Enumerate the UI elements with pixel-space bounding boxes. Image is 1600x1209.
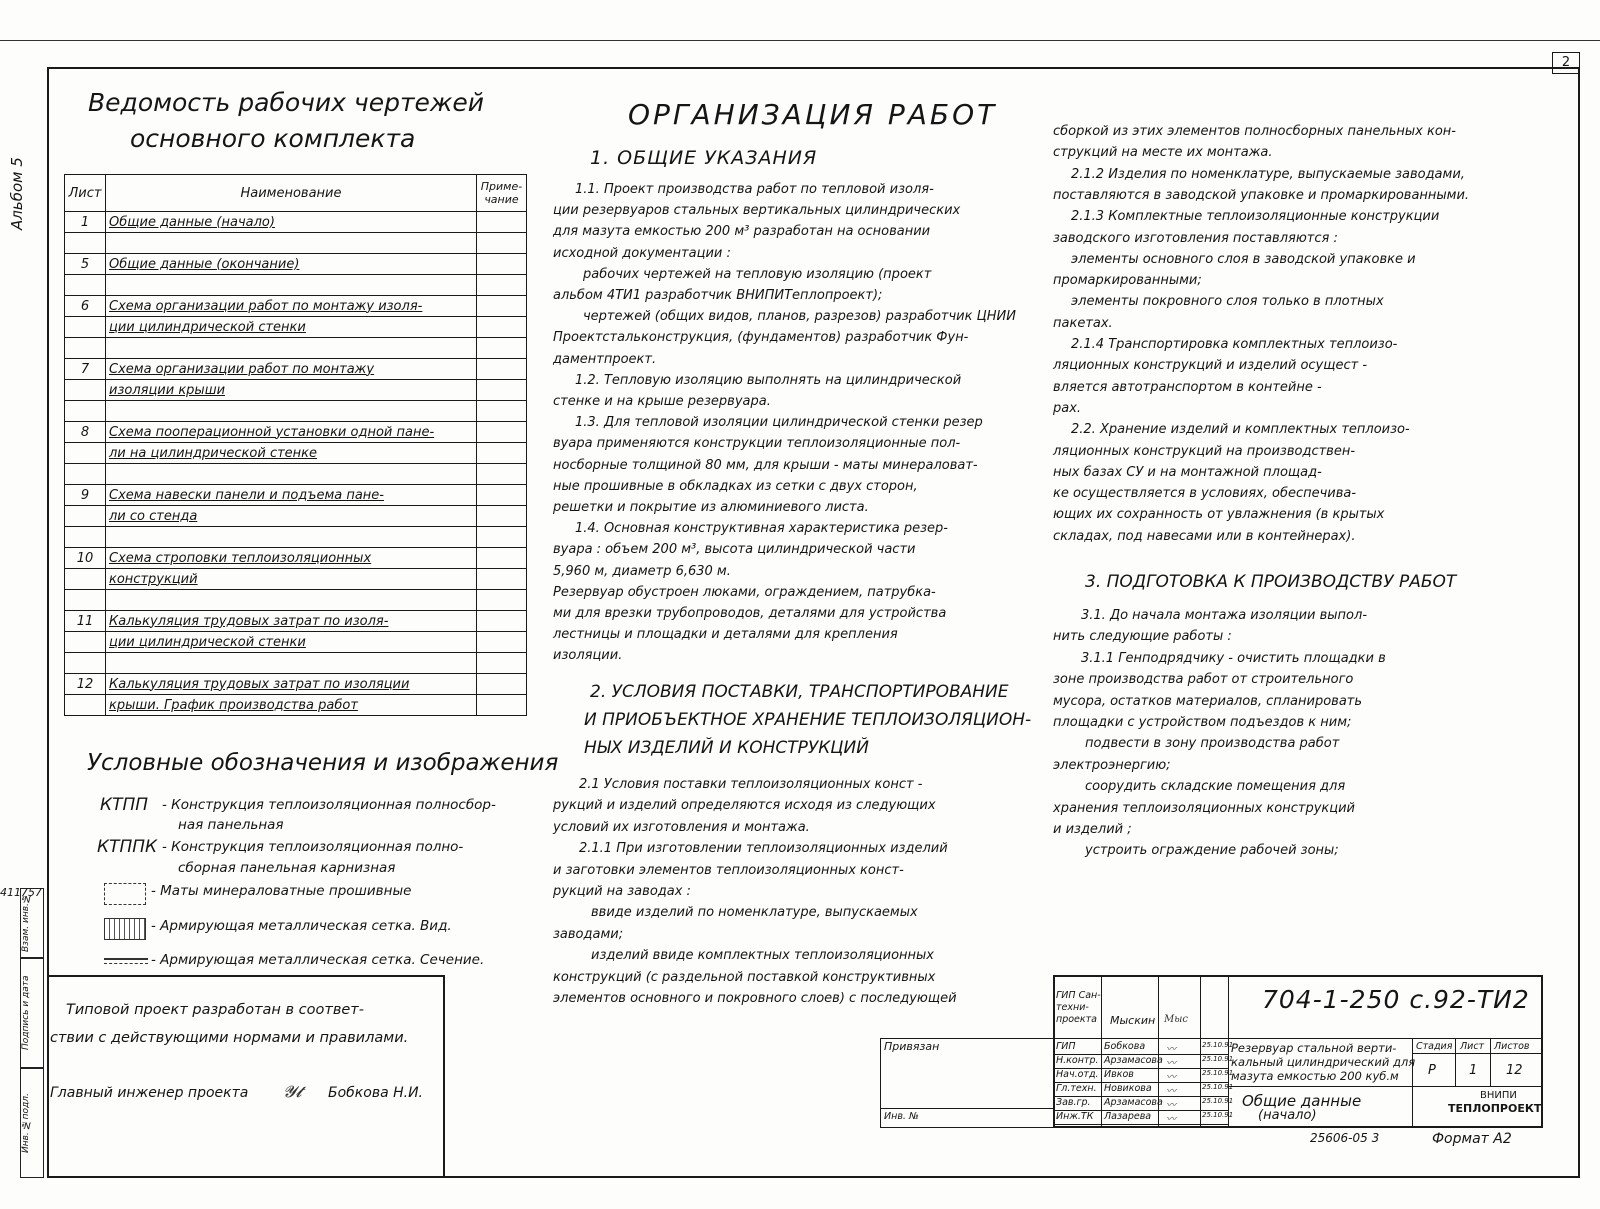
spacer-cell bbox=[65, 653, 106, 674]
sheet-name bbox=[106, 422, 477, 443]
col-sheets-tb: Листов bbox=[1494, 1041, 1530, 1052]
text-line: рукций и изделий определяются исходя из следующих bbox=[553, 798, 936, 814]
sheet-note bbox=[477, 611, 527, 632]
legend-key-ktpp: КТПП bbox=[100, 795, 149, 815]
role-name: Арзамасова bbox=[1104, 1055, 1163, 1066]
object-3: мазута емкостью 200 куб.м bbox=[1231, 1069, 1399, 1083]
legend-text-mesh-view: - Армирующая металлическая сетка. Вид. bbox=[151, 918, 452, 934]
sheet-name-text: крыши. График производства работ bbox=[109, 697, 358, 713]
sheet-note bbox=[477, 632, 527, 653]
sheet-name bbox=[106, 485, 477, 506]
sheet-num bbox=[65, 380, 106, 401]
spacer-cell bbox=[106, 275, 477, 296]
spacer-cell bbox=[65, 233, 106, 254]
spacer-cell bbox=[477, 401, 527, 422]
text-line: рукций на заводах : bbox=[553, 884, 691, 899]
section-3-title: 3. ПОДГОТОВКА К ПРОИЗВОДСТВУ РАБОТ bbox=[1085, 572, 1457, 592]
text-line: струкций на месте их монтажа. bbox=[1053, 145, 1273, 161]
sheet-name-text: конструкций bbox=[109, 571, 198, 587]
legend-text-mats: - Маты минераловатные прошивные bbox=[151, 883, 412, 899]
sheet-num: 12 bbox=[65, 674, 106, 695]
text-line: устроить ограждение рабочей зоны; bbox=[1085, 843, 1339, 859]
tb-v3 bbox=[1200, 975, 1201, 1128]
tb-h-stage bbox=[1412, 1053, 1543, 1054]
text-line: для мазута емкостью 200 м³ разработан на основании bbox=[553, 224, 931, 240]
table-row-spacer bbox=[65, 527, 527, 548]
signature-icon: 〰 bbox=[1166, 1072, 1176, 1083]
text-line: стенке и на крыше резервуара. bbox=[553, 394, 771, 409]
spacer-cell bbox=[477, 464, 527, 485]
text-line: ми для врезки трубопроводов, деталями для устройства bbox=[553, 606, 947, 621]
sheet-note bbox=[477, 296, 527, 317]
inv-label: Инв. № bbox=[884, 1111, 919, 1122]
text-line: вляется автотранспортом в контейне - bbox=[1053, 379, 1322, 395]
table-row bbox=[65, 212, 527, 233]
text-line: площадки с устройством подъездов к ним; bbox=[1053, 715, 1352, 730]
sheet-list-title-1: Ведомость рабочих чертежей bbox=[88, 88, 485, 117]
section-2-title-3: НЫХ ИЗДЕЛИЙ И КОНСТРУКЦИЙ bbox=[584, 738, 869, 758]
legend-text-ktpp: - Конструкция теплоизоляционная полносбор- bbox=[162, 797, 496, 813]
document-code: 704-1-250 с.92-ТИ2 bbox=[1262, 985, 1530, 1014]
table-row bbox=[65, 317, 527, 338]
spacer-cell bbox=[106, 527, 477, 548]
text-line: складах, под навесами или в контейнерах). bbox=[1053, 528, 1356, 544]
table-row bbox=[65, 611, 527, 632]
table-row bbox=[65, 632, 527, 653]
text-line: элементы покровного слоя только в плотных bbox=[1071, 294, 1384, 310]
sheet-num bbox=[65, 569, 106, 590]
sheet-name bbox=[106, 296, 477, 317]
role-date: 25.10.91 bbox=[1202, 1069, 1234, 1077]
text-line: нить следующие работы : bbox=[1053, 629, 1232, 645]
text-line: ющих их сохранность от увлажнения (в крытых bbox=[1053, 507, 1385, 523]
text-line: 1.4. Основная конструктивная характеристика резер- bbox=[575, 521, 949, 537]
sheet-num bbox=[65, 443, 106, 464]
text-line: заводского изготовления поставляются : bbox=[1053, 230, 1338, 246]
text-line: ввиде изделий по номенклатуре, выпускаемых bbox=[591, 905, 918, 921]
sheet-name-text: Схема строповки теплоизоляционных bbox=[109, 550, 372, 566]
text-line: 3.1. До начала монтажа изоляции выпол- bbox=[1081, 608, 1368, 623]
sheet-name bbox=[106, 212, 477, 233]
sheet-note bbox=[477, 695, 527, 716]
table-row-spacer bbox=[65, 590, 527, 611]
spacer-cell bbox=[477, 590, 527, 611]
section-2-title-1: 2. УСЛОВИЯ ПОСТАВКИ, ТРАНСПОРТИРОВАНИЕ bbox=[590, 682, 1009, 702]
text-line: ные прошивные в обкладках из сетки с двух сторон, bbox=[553, 478, 918, 494]
spacer-cell bbox=[65, 527, 106, 548]
spacer-cell bbox=[106, 653, 477, 674]
sheet-name bbox=[106, 569, 477, 590]
table-row bbox=[65, 296, 527, 317]
sheet-num bbox=[65, 632, 106, 653]
text-line: изделий ввиде комплектных теплоизоляционных bbox=[591, 948, 934, 964]
signature-icon: 〰 bbox=[1166, 1058, 1176, 1069]
legend-key-ktppk: КТППК bbox=[97, 837, 158, 857]
spacer-cell bbox=[106, 464, 477, 485]
role-date: 25.10.91 bbox=[1202, 1083, 1234, 1091]
binding-line bbox=[880, 1108, 1055, 1109]
tb-v1 bbox=[1101, 975, 1102, 1128]
object-2: кальный цилиндрический для bbox=[1231, 1055, 1416, 1069]
sheet-note bbox=[477, 317, 527, 338]
sheet-name-text: Схема организации работ по монтажу изоля- bbox=[109, 298, 423, 314]
text-line: чертежей (общих видов, планов, разрезов) разработчик ЦНИИ bbox=[583, 309, 1016, 325]
gip-san-1: ГИП Сан- bbox=[1056, 990, 1101, 1001]
spacer-cell bbox=[65, 590, 106, 611]
left-approval-strip bbox=[10, 888, 45, 1178]
text-line: изоляции. bbox=[553, 648, 623, 664]
legend-title: Условные обозначения и изображения bbox=[87, 750, 559, 776]
text-line: мусора, остатков материалов, спланировать bbox=[1053, 693, 1363, 709]
signature-icon: 〰 bbox=[1166, 1114, 1176, 1125]
sheet-name-text: Схема организации работ по монтажу bbox=[109, 361, 375, 377]
album-label: Альбом 5 bbox=[8, 157, 26, 230]
spacer-cell bbox=[477, 338, 527, 359]
text-line: пакетах. bbox=[1053, 315, 1113, 331]
text-line: и изделий ; bbox=[1053, 822, 1132, 837]
text-line: 1.1. Проект производства работ по тепловой изоля- bbox=[575, 182, 934, 197]
table-row-spacer bbox=[65, 653, 527, 674]
role-name: Лазарева bbox=[1104, 1111, 1152, 1122]
sheet-note bbox=[477, 212, 527, 233]
binding-label: Привязан bbox=[884, 1040, 940, 1053]
role-label: Инж.ТК bbox=[1056, 1111, 1094, 1122]
spacer-cell bbox=[65, 338, 106, 359]
sheet-name-text: ли со стенда bbox=[109, 508, 198, 524]
mesh-section-icon bbox=[104, 958, 148, 964]
text-line: ке осуществляется в условиях, обеспечива- bbox=[1053, 486, 1357, 502]
sheet-num: 5 bbox=[65, 254, 106, 275]
object-1: Резервуар стальной верти- bbox=[1231, 1041, 1397, 1055]
spacer-cell bbox=[106, 338, 477, 359]
spacer-cell bbox=[477, 653, 527, 674]
text-line: ляционных конструкций на производствен- bbox=[1053, 443, 1356, 459]
strip-cell-signature: Подпись и дата bbox=[20, 958, 44, 1068]
text-line: исходной документации : bbox=[553, 245, 731, 261]
sheet-table-body bbox=[65, 212, 527, 716]
text-line: 2.2. Хранение изделий и комплектных теплоизо- bbox=[1071, 422, 1410, 438]
tb-v7 bbox=[1490, 1038, 1491, 1086]
spacer-cell bbox=[65, 401, 106, 422]
table-row bbox=[65, 506, 527, 527]
table-row bbox=[65, 569, 527, 590]
legend-text-mesh-section: - Армирующая металлическая сетка. Сечение. bbox=[151, 952, 485, 968]
spacer-cell bbox=[65, 464, 106, 485]
table-row-spacer bbox=[65, 233, 527, 254]
sheet-name bbox=[106, 632, 477, 653]
text-line: сборкой из этих элементов полносборных панельных кон- bbox=[1053, 124, 1456, 139]
col-note-1: Приме- bbox=[480, 180, 523, 193]
sheet-top-line bbox=[0, 40, 1600, 41]
sheet-name-text: Калькуляция трудовых затрат по изоля- bbox=[109, 613, 389, 629]
role-label: Н.контр. bbox=[1056, 1055, 1099, 1066]
role-date: 25.10.91 bbox=[1202, 1097, 1234, 1105]
gip-san-3: проекта bbox=[1056, 1014, 1097, 1025]
sheet-name bbox=[106, 506, 477, 527]
table-row bbox=[65, 359, 527, 380]
section-1-title: 1. ОБЩИЕ УКАЗАНИЯ bbox=[590, 147, 818, 169]
signature-icon: 〰 bbox=[1166, 1100, 1176, 1111]
text-line: 2.1.2 Изделия по номенклатуре, выпускаемые заводами, bbox=[1071, 166, 1465, 182]
sheet-num: 1 bbox=[65, 212, 106, 233]
sheet-num: 8 bbox=[65, 422, 106, 443]
spacer-cell bbox=[477, 527, 527, 548]
text-line: лестницы и площадки и деталями для крепления bbox=[553, 627, 898, 643]
sheet-name bbox=[106, 695, 477, 716]
text-line: поставляются в заводской упаковке и промаркированными. bbox=[1053, 187, 1470, 203]
bottom-number: 25606-05 3 bbox=[1310, 1131, 1380, 1145]
spacer-cell bbox=[106, 233, 477, 254]
text-line: хранения теплоизоляционных конструкций bbox=[1053, 800, 1355, 816]
tb-v4 bbox=[1228, 975, 1229, 1128]
text-line: альбом 4ТИ1 разработчик ВНИПИТеплопроект); bbox=[553, 288, 883, 303]
inventory-code: 411757 bbox=[0, 886, 42, 899]
text-line: решетки и покрытие из алюминиевого листа. bbox=[553, 500, 869, 515]
text-line: элементов основного и покровного слоев) с последующей bbox=[553, 991, 957, 1006]
table-row bbox=[65, 422, 527, 443]
sheet-name-text: Схема навески панели и подъема пане- bbox=[109, 487, 384, 503]
text-line: конструкций (с раздельной поставкой конструктивных bbox=[553, 969, 936, 985]
text-line: элементы основного слоя в заводской упаковке и bbox=[1071, 251, 1416, 267]
table-row bbox=[65, 674, 527, 695]
text-line: и заготовки элементов теплоизоляционных конст- bbox=[553, 862, 904, 878]
legend-text-ktppk: - Конструкция теплоизоляционная полно- bbox=[162, 839, 464, 855]
sheet-num: 9 bbox=[65, 485, 106, 506]
sheet-name bbox=[106, 254, 477, 275]
sheet-name-text: ли на цилиндрической стенке bbox=[109, 445, 318, 461]
stamp-line-2: ствии с действующими нормами и правилами. bbox=[50, 1030, 409, 1046]
engineer-signature-icon: 𝓨𝓽 bbox=[283, 1082, 302, 1101]
sheet-name-text: изоляции крыши bbox=[109, 382, 226, 398]
text-line: 3.1.1 Генподрядчику - очистить площадки в bbox=[1081, 650, 1386, 666]
role-date: 25.10.91 bbox=[1202, 1041, 1234, 1049]
signature-icon: 〰 bbox=[1166, 1086, 1176, 1097]
text-line: соорудить складские помещения для bbox=[1085, 779, 1346, 795]
engineer-name: Бобкова Н.И. bbox=[328, 1085, 424, 1101]
table-row-spacer bbox=[65, 464, 527, 485]
text-line: 2.1 Условия поставки теплоизоляционных конст - bbox=[579, 777, 923, 792]
sheet-name-text: Общие данные (окончание) bbox=[109, 256, 300, 272]
strip-cell-inventory: Инв. №подл. bbox=[20, 1068, 44, 1178]
spacer-cell bbox=[106, 590, 477, 611]
sheet-name-text: Калькуляция трудовых затрат по изоляции bbox=[109, 676, 410, 692]
spacer-cell bbox=[477, 275, 527, 296]
text-line: Проектстальконструкция, (фундаментов) разработчик Фун- bbox=[553, 330, 969, 346]
tb-h-doc bbox=[1228, 1086, 1543, 1087]
role-name: Бобкова bbox=[1104, 1041, 1146, 1052]
sheet-name bbox=[106, 611, 477, 632]
sheet-name-text: ции цилиндрической стенки bbox=[109, 319, 306, 335]
sheet-name bbox=[106, 359, 477, 380]
col-note bbox=[477, 175, 527, 212]
sheet-list-table bbox=[64, 174, 527, 716]
text-line: 2.1.1 При изготовлении теплоизоляционных изделий bbox=[579, 841, 948, 857]
sheet-name bbox=[106, 380, 477, 401]
text-line: 2.1.3 Комплектные теплоизоляционные конструкции bbox=[1071, 209, 1440, 225]
text-line: рах. bbox=[1053, 400, 1082, 416]
strip-cell-replace: Взам. инв.№ bbox=[20, 888, 44, 958]
col-stage: Стадия bbox=[1416, 1041, 1453, 1052]
sheet-note bbox=[477, 380, 527, 401]
role-label: Нач.отд. bbox=[1056, 1069, 1099, 1080]
sheet-name bbox=[106, 674, 477, 695]
table-row-spacer bbox=[65, 338, 527, 359]
signature-icon: 〰 bbox=[1166, 1044, 1176, 1055]
sheet-name bbox=[106, 548, 477, 569]
sheet-note bbox=[477, 506, 527, 527]
spacer-cell bbox=[106, 401, 477, 422]
sheet-num: 7 bbox=[65, 359, 106, 380]
mats-symbol-icon bbox=[104, 883, 146, 905]
role-date: 25.10.91 bbox=[1202, 1111, 1234, 1119]
doc-name-2: (начало) bbox=[1258, 1108, 1317, 1123]
sheet-name bbox=[106, 317, 477, 338]
sheet-note bbox=[477, 443, 527, 464]
sheet-note bbox=[477, 548, 527, 569]
table-row bbox=[65, 548, 527, 569]
tb-v5 bbox=[1412, 1038, 1413, 1128]
text-line: 1.3. Для тепловой изоляции цилиндрической стенки резер bbox=[575, 415, 983, 431]
text-line: заводами; bbox=[553, 926, 624, 942]
table-row bbox=[65, 443, 527, 464]
gip-san-name: Мыскин bbox=[1110, 1014, 1156, 1027]
engineer-label: Главный инженер проекта bbox=[50, 1085, 249, 1101]
col-sheet-tb: Лист bbox=[1460, 1041, 1485, 1052]
spacer-cell bbox=[65, 275, 106, 296]
text-line: ляционных конструкций и изделий осущест - bbox=[1053, 358, 1368, 374]
sheet-name-text: Общие данные (начало) bbox=[109, 214, 275, 230]
text-line: вуара : объем 200 м³, высота цилиндрической части bbox=[553, 542, 916, 558]
text-line: 5,960 м, диаметр 6,630 м. bbox=[553, 563, 731, 579]
role-label: Зав.гр. bbox=[1056, 1097, 1091, 1108]
text-line: 1.2. Тепловую изоляцию выполнять на цилиндрической bbox=[575, 372, 962, 388]
gip-san-2: техни- bbox=[1056, 1002, 1089, 1013]
sheet-table-header bbox=[65, 175, 527, 212]
sheet-list-title-2: основного комплекта bbox=[130, 124, 416, 153]
col-sheet: Лист bbox=[65, 175, 106, 212]
sheet-note bbox=[477, 359, 527, 380]
text-line: зоне производства работ от строительного bbox=[1053, 672, 1354, 688]
doc-name-1: Общие данные bbox=[1242, 1092, 1362, 1110]
text-line: промаркированными; bbox=[1053, 273, 1202, 289]
legend-text-ktppk-2: сборная панельная карнизная bbox=[178, 860, 396, 876]
table-row bbox=[65, 695, 527, 716]
text-line: условий их изготовления и монтажа. bbox=[553, 819, 810, 835]
sheet-num: 11 bbox=[65, 611, 106, 632]
text-line: ных базах СУ и на монтажной площад- bbox=[1053, 464, 1322, 480]
sheet-note bbox=[477, 485, 527, 506]
col-note-2: чание bbox=[484, 193, 519, 206]
sheet-name bbox=[106, 443, 477, 464]
role-name: Ивков bbox=[1104, 1069, 1134, 1080]
gip-san-signature-icon: Мыс bbox=[1164, 1014, 1188, 1025]
org-name-2: ТЕПЛОПРОЕКТ bbox=[1448, 1102, 1542, 1115]
role-label: Гл.техн. bbox=[1056, 1083, 1097, 1094]
table-row-spacer bbox=[65, 275, 527, 296]
sheet-note bbox=[477, 254, 527, 275]
legend-text-ktpp-2: ная панельная bbox=[178, 817, 284, 833]
tb-h-main bbox=[1053, 1038, 1543, 1039]
role-label: ГИП bbox=[1056, 1041, 1076, 1052]
sheet-note bbox=[477, 674, 527, 695]
sheet-name-text: ции цилиндрической стенки bbox=[109, 634, 306, 650]
sheet-num bbox=[65, 317, 106, 338]
table-row bbox=[65, 254, 527, 275]
table-row bbox=[65, 380, 527, 401]
org-title: ОРГАНИЗАЦИЯ РАБОТ bbox=[628, 98, 998, 131]
table-row bbox=[65, 485, 527, 506]
sheet-num: 6 bbox=[65, 296, 106, 317]
role-date: 25.10.91 bbox=[1202, 1055, 1234, 1063]
text-line: ции резервуаров стальных вертикальных цилиндрических bbox=[553, 203, 961, 219]
sheet-name-text: Схема пооперационной установки одной пане- bbox=[109, 424, 435, 440]
role-name: Новикова bbox=[1104, 1083, 1152, 1094]
sheet-number: 2 bbox=[1552, 52, 1580, 74]
section-2-title-2: И ПРИОБЪЕКТНОЕ ХРАНЕНИЕ ТЕПЛОИЗОЛЯЦИОН- bbox=[584, 710, 1032, 730]
sheet-num bbox=[65, 506, 106, 527]
format-label: Формат А2 bbox=[1432, 1131, 1512, 1147]
sheet-value: 1 bbox=[1469, 1063, 1478, 1078]
col-name: Наименование bbox=[106, 175, 477, 212]
text-line: Резервуар обустроен люками, ограждением, патрубка- bbox=[553, 584, 936, 600]
text-line: носборные толщиной 80 мм, для крыши - маты минераловат- bbox=[553, 457, 978, 473]
sheet-note bbox=[477, 569, 527, 590]
mesh-view-icon bbox=[104, 918, 146, 940]
text-line: вуара применяются конструкции теплоизоляционные пол- bbox=[553, 436, 961, 452]
role-divider bbox=[1053, 1124, 1228, 1125]
org-name-1: ВНИПИ bbox=[1480, 1090, 1517, 1101]
text-line: 2.1.4 Транспортировка комплектных теплоизо- bbox=[1071, 337, 1398, 352]
role-name: Арзамасова bbox=[1104, 1097, 1163, 1108]
text-line: электроэнергию; bbox=[1053, 757, 1171, 773]
text-line: даментпроект. bbox=[553, 351, 657, 367]
text-line: подвести в зону производства работ bbox=[1085, 736, 1340, 752]
table-row-spacer bbox=[65, 401, 527, 422]
stamp-line-1: Типовой проект разработан в соответ- bbox=[66, 1002, 364, 1018]
tb-v6 bbox=[1455, 1038, 1456, 1086]
spacer-cell bbox=[477, 233, 527, 254]
sheet-num bbox=[65, 695, 106, 716]
sheets-value: 12 bbox=[1506, 1063, 1523, 1078]
text-line: рабочих чертежей на тепловую изоляцию (проект bbox=[583, 266, 932, 282]
sheet-note bbox=[477, 422, 527, 443]
sheet-num: 10 bbox=[65, 548, 106, 569]
stage-value: Р bbox=[1428, 1063, 1436, 1078]
